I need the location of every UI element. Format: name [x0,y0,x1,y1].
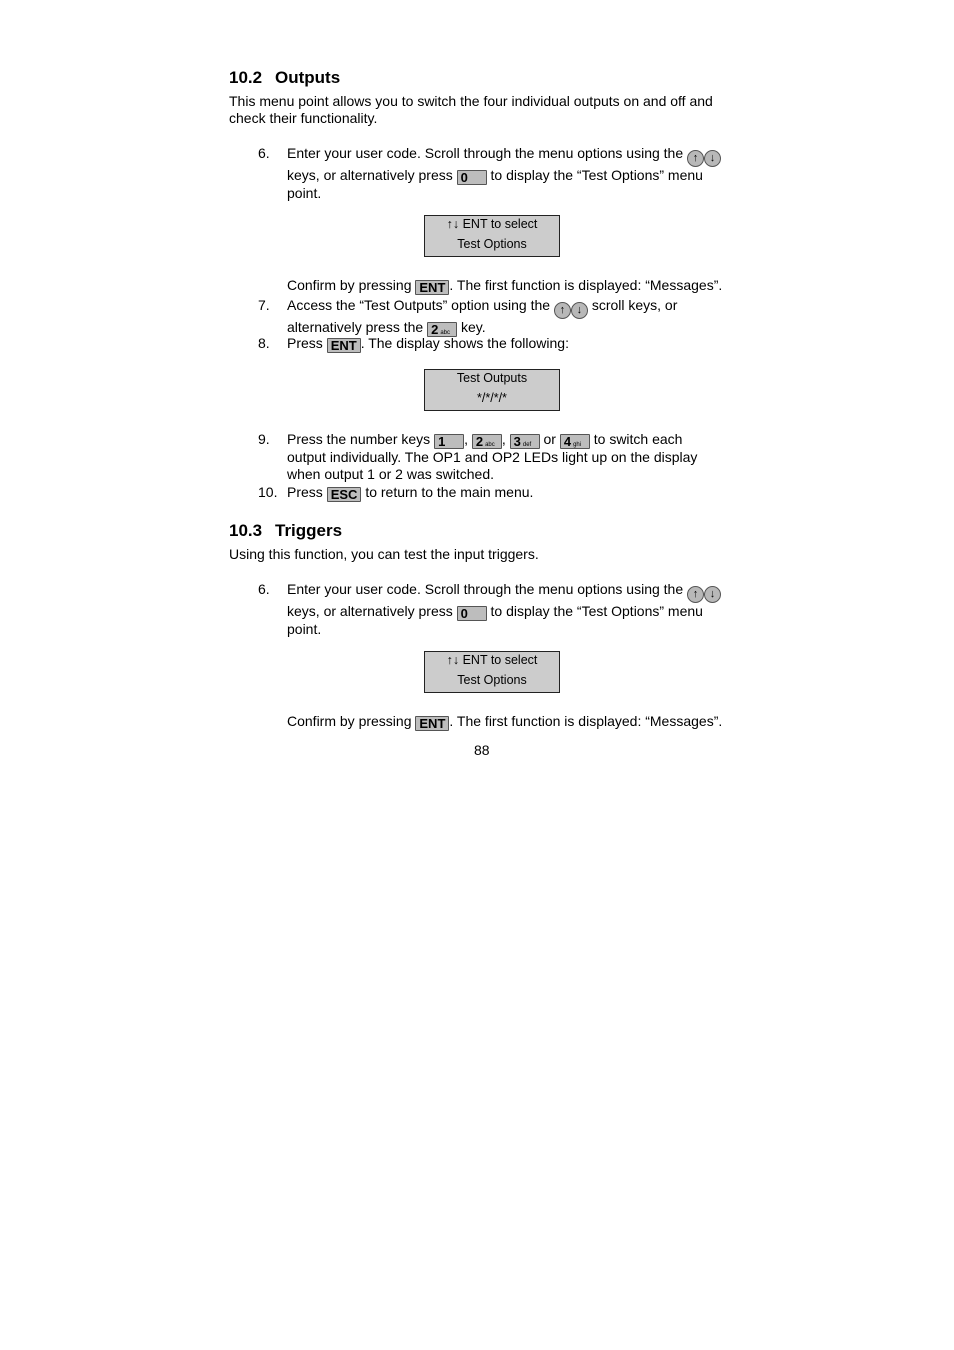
step-text: output individually. The OP1 and OP2 LEDs light up on the display [287,449,698,465]
one-key-icon: 1 [434,434,464,449]
step-number: 7. [258,297,270,313]
triggers-confirm [287,713,722,731]
ent-key-icon: ENT [415,280,449,295]
outputs-intro [229,93,749,127]
down-arrow-key-icon: ↓ [571,302,588,319]
step-text: when output 1 or 2 was switched. [287,466,495,482]
ent-key-icon: ENT [415,716,449,731]
confirm-text: . The first function is displayed: “Messages”. [449,277,723,293]
two-key-icon: 2 abc [472,434,502,449]
step-text: Press [287,335,323,351]
section-heading-triggers [229,521,342,541]
step-text: to return to the main menu. [365,484,534,500]
step-text: key. [460,319,486,335]
step-text: Access the “Test Outputs” option using the [287,297,551,313]
up-arrow-key-icon: ↑ [554,302,571,319]
two-key-icon: 2 abc [427,322,457,337]
lcd-display-test-options [424,215,560,257]
four-key-icon: 4 ghi [560,434,590,449]
step-text: scroll keys, or [591,297,678,313]
step-text: Enter your user code. Scroll through the menu options using the [287,581,684,597]
zero-key-icon: 0 [457,170,487,185]
step-text: Press the number keys [287,431,431,447]
step-text: Enter your user code. Scroll through the menu options using the [287,145,684,161]
down-arrow-key-icon: ↓ [704,586,721,603]
triggers-intro: Using this function, you can test the input triggers. [229,546,539,562]
lcd-line-1: ↑↓ ENT to select [446,653,538,667]
step-text: Press [287,484,323,500]
lcd-line-1: Test Outputs [456,371,528,385]
step-text: point. [287,185,322,201]
step-text: . The display shows the following: [360,335,569,351]
confirm-text: Confirm by pressing [287,277,412,293]
step-number: 9. [258,431,270,447]
lcd-line-2: Test Options [457,673,527,687]
section-title: Outputs [275,68,341,87]
document-page: 10.2 Outputs This menu point allows you to switch the four individual outputs on and off and check their functionality. 6. Enter your user code. Scroll through the menu options using the ↑ ↓ keys, or alternatively press 0 to display the “Test Options” menu point. ↑↓ ENT to select Test Options Confirm by pressing ENT . The first function is displayed: “Messages”. 7. Access the “Test Outputs” option using the ↑ ↓ scroll keys, or alternatively press the 2 abc key. 8. Press ENT . The display shows the following: Test Outputs */*/*/* 9. Press the number keys 1 , 2 abc , 3 def or 4 ghi to switch each output individually. The OP1 and OP2 LEDs light up on the display when output 1 or 2 was switched. 10. Press ESC to return to the main menu. 10.3 Triggers Using this function, you can test the input triggers. 6. Enter your user code. Scroll through the menu options using the ↑ ↓ keys, or alternatively press 0 to display the “Test Options” menu point. ↑↓ ENT to select Test Options Confirm by pressing ENT . The first function is displayed: “Messages”. 88 [0,0,954,1350]
ent-key-icon: ENT [327,338,361,353]
step-number: 10. [258,484,278,500]
section-heading-outputs [229,68,340,88]
outputs-intro-line-2: check their functionality. [229,110,378,126]
step-number: 8. [258,335,270,351]
up-arrow-key-icon: ↑ [687,150,704,167]
page-number: 88 [474,742,490,758]
step-text: to display the “Test Options” menu [490,167,703,183]
section-number: 10.3 [229,521,263,540]
lcd-line-2: Test Options [457,237,527,251]
step-text: point. [287,621,322,637]
down-arrow-key-icon: ↓ [704,150,721,167]
lcd-line-1: ↑↓ ENT to select [446,217,538,231]
step-text: to switch each [593,431,683,447]
confirm-text: . The first function is displayed: “Messages”. [449,713,723,729]
step-text: keys, or alternatively press [287,603,453,619]
outputs-confirm [287,277,722,295]
step-number: 6. [258,581,270,597]
outputs-intro-line-1: This menu point allows you to switch the four individual outputs on and off and [229,93,713,109]
zero-key-icon: 0 [457,606,487,621]
step-text: to display the “Test Options” menu [490,603,703,619]
section-number: 10.2 [229,68,263,87]
lcd-line-2: */*/*/* [477,391,507,405]
section-title: Triggers [275,521,343,540]
step-text: alternatively press the [287,319,424,335]
step-number: 6. [258,145,270,161]
up-arrow-key-icon: ↑ [687,586,704,603]
confirm-text: Confirm by pressing [287,713,412,729]
step-text: keys, or alternatively press [287,167,453,183]
esc-key-icon: ESC [327,487,362,502]
three-key-icon: 3 def [510,434,540,449]
lcd-display-test-options [424,651,560,693]
lcd-display-test-outputs [424,369,560,411]
